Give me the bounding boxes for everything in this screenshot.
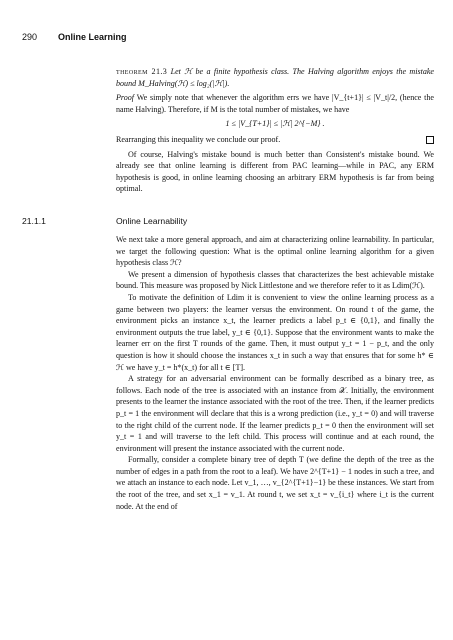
page-number: 290 <box>22 32 38 42</box>
theorem-text: Let ℋ be a finite hypothesis class. The Halving algorithm enjoys the mistake bound M_Halving(ℋ) ≤ log₂(|ℋ|). <box>116 67 434 88</box>
proof-conclusion: Rearranging this inequality we conclude our proof. <box>116 134 281 144</box>
section-paragraph: Formally, consider a complete binary tree of depth T (we define the depth of the tree as the number of edges in a path from the root to a leaf). We have 2^{T+1} − 1 nodes in such a tree, and we attach an instance to each node. Let v_1, …, v_{2^{T+1}−1} be these instances. We start from the root of the tree, and set x_1 = v_1. At round t, we set x_t = v_{i_t} where i_t is the current node. At the end of <box>116 455 434 511</box>
section-title: Online Learnability <box>116 216 188 226</box>
theorem-label: theorem 21.3 <box>116 67 168 76</box>
proof-block <box>116 92 434 115</box>
proof-text: We simply note that whenever the algorithm errs we have |V_{t+1}| ≤ |V_t|/2, (hence the name Halving). Therefore, if M is the total number of mistakes, we have <box>116 93 434 114</box>
theorem-block <box>116 66 434 89</box>
proof-conclusion-line <box>116 134 434 146</box>
paragraph-after-proof: Of course, Halving's mistake bound is much better than Consistent's mistake bound. We already see that online learning is different from PAC learning—while in PAC, any ERM hypothesis is good, in online learning choosing an arbitrary ERM hypothesis is far from being optimal. <box>116 149 434 194</box>
main-text-top <box>116 66 434 195</box>
section-number: 21.1.1 <box>22 216 46 226</box>
section-paragraph: A strategy for an adversarial environment can be formally described as a binary tree, as follows. Each node of the tree is associated with an instance from 𝒳. Initially, the environment presents to the learner the instance associated with the root of the tree. Then, if the learner predicts p_t = 1 the environment will declare that this is a wrong prediction (i.e., y_t = 0) and will traverse to the right child of the current node. If the learner predicts p_t = 0 then the environment will set y_t = 1 and will traverse to the left child. This process will continue and at each round, the environment will present the instance associated with the current node. <box>116 374 434 453</box>
proof-equation: 1 ≤ |V_{T+1}| ≤ |ℋ| 2^{−M} . <box>225 119 325 129</box>
section-heading <box>22 216 434 230</box>
page-header <box>22 32 432 46</box>
section-paragraph: We next take a more general approach, and aim at characterizing online learnability. In particular, we target the following question: What is the optimal online learning algorithm for a given hypothesis class ℋ? <box>116 235 434 268</box>
section-paragraph: To motivate the definition of Ldim it is convenient to view the online learning process as a game between two players: the learner versus the environment. On round t of the game, the environment picks an instance x_t, the learner predicts a label p_t ∈ {0,1}, and finally the environment outputs the true label, y_t ∈ {0,1}. Suppose that the environment wants to make the learner err on the first T rounds of the game. Then, it must output y_t = 1 − p_t, and the only question is how it should choose the instances x_t in such a way that ensures that for some h* ∈ ℋ we have y_t = h*(x_t) for all t ∈ [T]. <box>116 292 434 372</box>
qed-square-icon <box>426 136 434 144</box>
proof-label: Proof <box>116 93 135 103</box>
running-title: Online Learning <box>58 32 127 42</box>
main-text-section <box>116 234 434 512</box>
section-paragraph: We present a dimension of hypothesis classes that characterizes the best achievable mistake bound. This measure was proposed by Nick Littlestone and we therefore refer to it as Ldim(ℋ). <box>116 269 434 291</box>
